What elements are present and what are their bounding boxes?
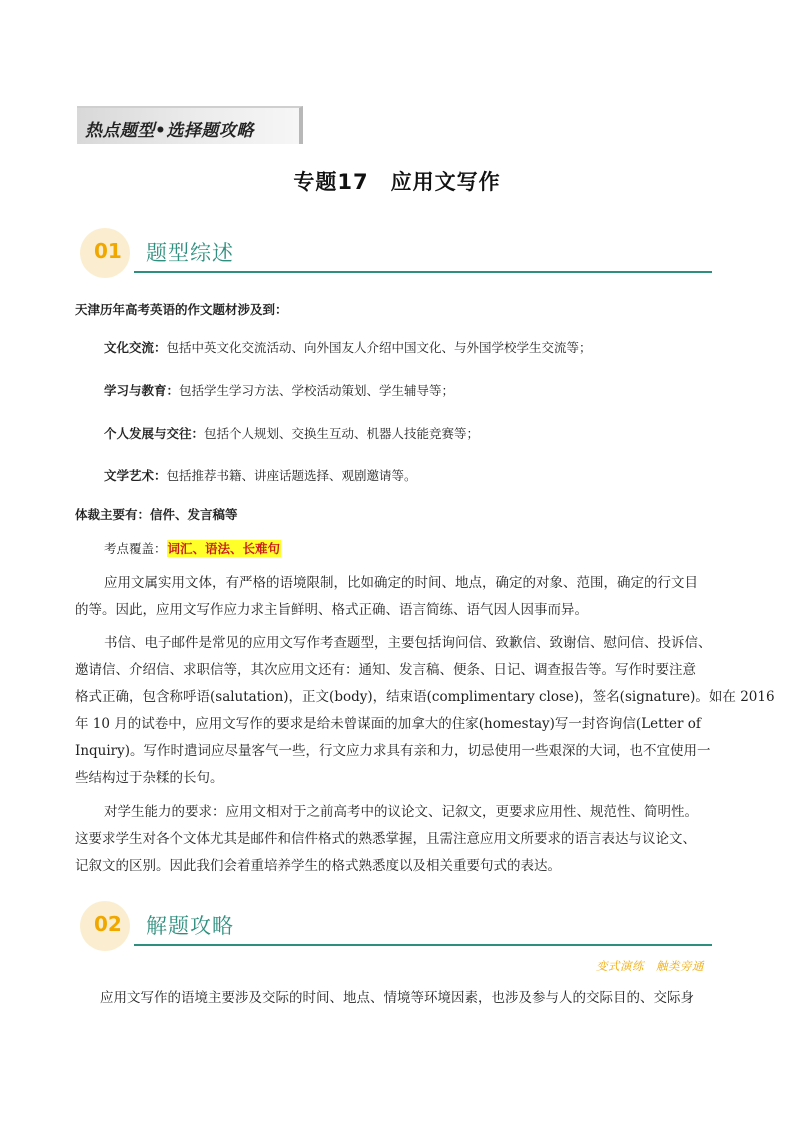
paragraph-line: 年 10 月的试卷中，应用文写作的要求是给未曾谋面的加拿大的住家(homestay)写一封咨询信(Letter of [75,716,701,732]
banner-text: 热点题型•选择题攻略 [85,121,254,141]
topic-label: 文化交流： [104,340,167,355]
intro-text: 天津历年高考英语的作文题材涉及到： [75,302,288,317]
section-header-1 [80,228,720,278]
section-title: 题型综述 [146,241,234,265]
topic-item [104,466,417,486]
paragraph-line: Inquiry)。写作时遣词应尽量客气一些，行文应力求具有亲和力，切忌使用一些艰深的大词，也不宜使用一 [75,743,711,759]
topic-item [104,381,454,401]
topic-item [104,424,479,444]
topic-label: 学习与教育： [104,383,180,398]
section-divider [134,944,712,946]
coverage-line [104,539,281,559]
paragraph-line: 这要求学生对各个文体尤其是邮件和信件格式的熟悉掌握，且需注意应用文所要求的语言表达与议论文、 [75,831,696,847]
section-divider [134,271,712,273]
topic-item [104,338,592,358]
paragraph-line: 应用文写作的语境主要涉及交际的时间、地点、情境等环境因素，也涉及参与人的交际目的、交际身 [100,990,694,1006]
paragraph-line: 对学生能力的要求：应用文相对于之前高考中的议论文、记叙文，更要求应用性、规范性、简明性。 [104,804,698,820]
section-tagline: 变式演练 触类旁通 [596,959,704,973]
topic-text: 包括个人规划、交换生互动、机器人技能竞赛等； [204,426,480,441]
section-title: 解题攻略 [146,914,234,938]
paragraph-line: 邀请信、介绍信、求职信等，其次应用文还有：通知、发言稿、便条、日记、调查报告等。写作时要注意 [75,662,696,678]
paragraph-line: 的等。因此，应用文写作应力求主旨鲜明、格式正确、语言简练、语气因人因事而异。 [75,602,588,618]
section-number: 01 [94,239,122,263]
paragraph-line: 应用文属实用文体，有严格的语境限制，比如确定的时间、地点，确定的对象、范围，确定的行文目 [104,575,698,591]
section-header-2 [80,901,720,951]
section-number: 02 [94,912,122,936]
category-banner [77,106,303,144]
coverage-label: 考点覆盖： [104,541,167,556]
coverage-highlight: 词汇、语法、长难句 [167,541,281,556]
paragraph-line: 格式正确，包含称呼语(salutation)，正文(body)，结束语(complimentary close)，签名(signature)。如在 2016 [75,689,775,705]
topic-text: 包括学生学习方法、学校活动策划、学生辅导等； [179,383,455,398]
paragraph-line: 些结构过于杂糅的长句。 [75,770,224,786]
page-title: 专题17 应用文写作 [293,170,501,194]
topic-text: 包括中英文化交流活动、向外国友人介绍中国文化、与外国学校学生交流等； [166,340,592,355]
genre-text: 体裁主要有：信件、发言稿等 [75,507,238,522]
topic-text: 包括推荐书籍、讲座话题选择、观剧邀请等。 [166,468,417,483]
paragraph-line: 记叙文的区别。因此我们会着重培养学生的格式熟悉度以及相关重要句式的表达。 [75,858,561,874]
paragraph-line: 书信、电子邮件是常见的应用文写作考查题型，主要包括询问信、致歉信、致谢信、慰问信、投诉信、 [104,635,712,651]
topic-label: 个人发展与交往： [104,426,205,441]
topic-label: 文学艺术： [104,468,167,483]
